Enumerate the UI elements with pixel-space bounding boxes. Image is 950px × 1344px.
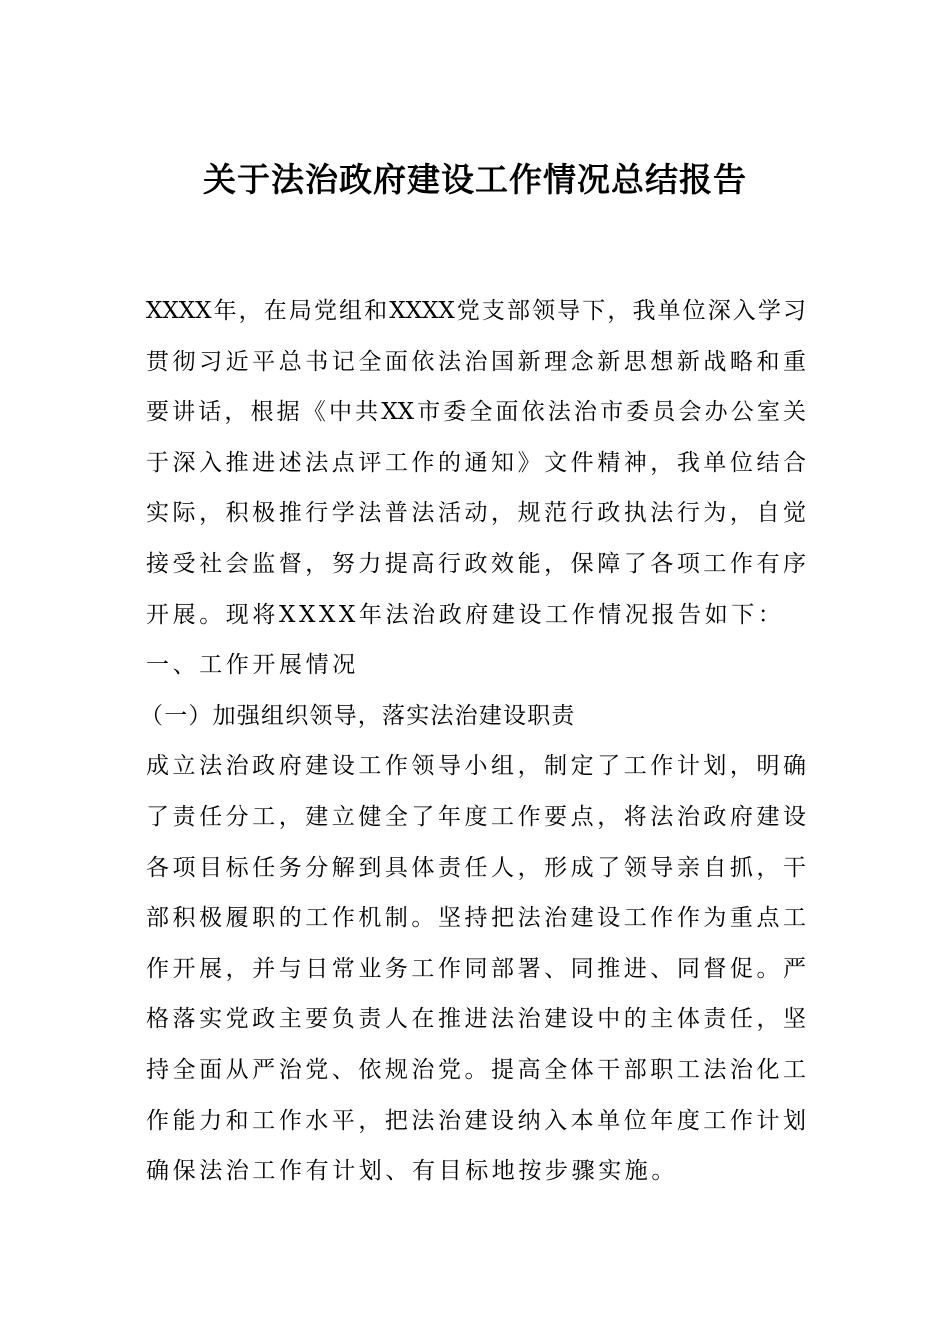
intro-line: XXXX年，在局党组和XXXX党支部领导下，我单位深入学习 — [146, 298, 806, 324]
document-title: 关于法治政府建设工作情况总结报告 — [203, 160, 747, 199]
section-body-line: 持全面从严治党、依规治党。提高全体干部职工法治化工 — [146, 1056, 806, 1083]
document-body — [140, 286, 806, 1197]
section-body-line: 确保法治工作有计划、有目标地按步骤实施。 — [146, 1158, 678, 1185]
intro-line: 实际，积极推行学法普法活动，规范行政执法行为，自觉 — [146, 500, 806, 527]
intro-line: 于深入推进述法点评工作的通知》文件精神，我单位结合 — [146, 449, 806, 476]
intro-line: 要讲话，根据《中共XX市委全面依法治市委员会办公室关 — [146, 399, 806, 426]
section-body-line: 各项目标任务分解到具体责任人，形成了领导亲自抓，干 — [146, 854, 806, 881]
section-heading: 一、工作开展情况 — [146, 652, 359, 679]
section-body-line: 作能力和工作水平，把法治建设纳入本单位年度工作计划 — [146, 1107, 806, 1134]
intro-line: 开展。现将XXXX年法治政府建设工作情况报告如下： — [146, 601, 785, 628]
section-body-line: 了责任分工，建立健全了年度工作要点，将法治政府建设 — [146, 803, 806, 830]
section-body-line: 作开展，并与日常业务工作同部署、同推进、同督促。严 — [146, 955, 806, 982]
section-body-line: 成立法治政府建设工作领导小组，制定了工作计划，明确 — [146, 753, 806, 780]
section-body-line: 格落实党政主要负责人在推进法治建设中的主体责任，坚 — [146, 1006, 806, 1033]
intro-line: 接受社会监督，努力提高行政效能，保障了各项工作有序 — [146, 550, 806, 577]
subsection-heading: （一）加强组织领导，落实法治建设职责 — [140, 702, 576, 729]
section-body-line: 部积极履职的工作机制。坚持把法治建设工作作为重点工 — [146, 905, 806, 932]
intro-line: 贯彻习近平总书记全面依法治国新理念新思想新战略和重 — [146, 348, 806, 375]
